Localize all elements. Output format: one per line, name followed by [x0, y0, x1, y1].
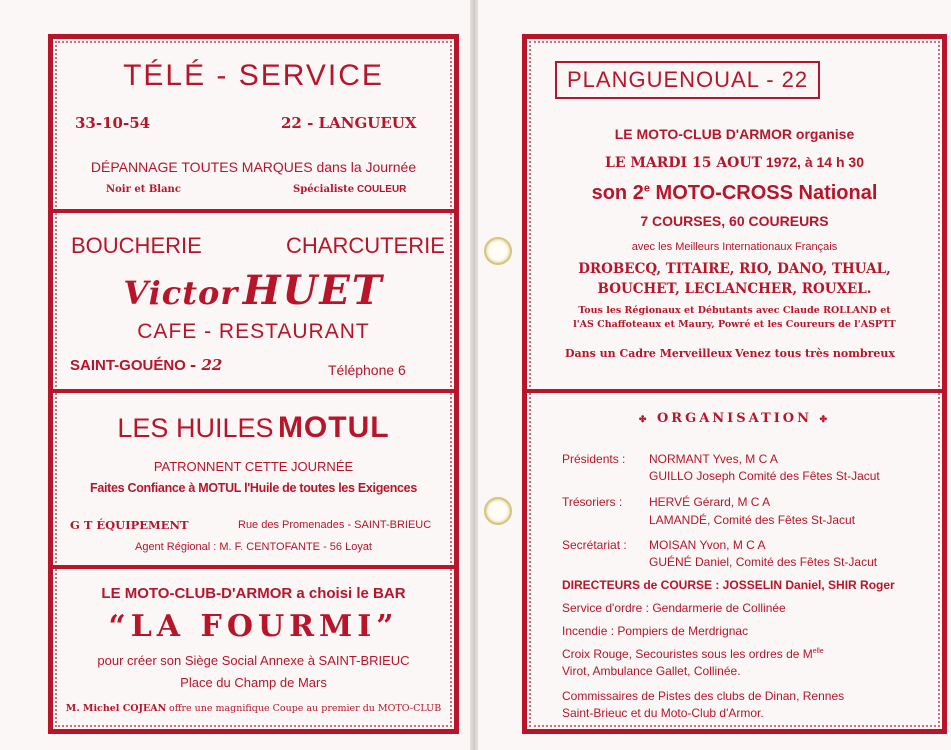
event-location-title: PLANGUENOUAL - 22 — [555, 61, 820, 99]
organisation-ornament-left: ✤ — [638, 415, 650, 425]
event-venez: Venez tous très nombreux — [735, 347, 895, 360]
directeurs: DIRECTEURS de COURSE : JOSSELIN Daniel, SHIR Roger — [562, 578, 895, 592]
tele-city: 22 - LANGUEUX — [281, 114, 417, 132]
tele-specialiste — [293, 184, 406, 195]
tele-service-title: TÉLÉ - SERVICE — [123, 59, 384, 92]
event-internationaux: avec les Meilleurs Internationaux Français — [631, 241, 838, 253]
event-riders-2: BOUCHET, LECLANCHER, ROUXEL. — [597, 281, 872, 297]
huet-cafe: CAFE - RESTAURANT — [137, 320, 370, 343]
motul-prefix: LES HUILES — [117, 413, 274, 443]
left-ad-frame — [48, 34, 459, 734]
event-date-time: 1972, à 14 h 30 — [765, 154, 864, 170]
binding-hole-bottom — [484, 497, 512, 525]
croix-rouge-1 — [562, 647, 824, 661]
tele-specialiste-label: Spécialiste — [293, 184, 355, 195]
huet-place-name: SAINT-GOUÉNO — [70, 357, 186, 374]
commissaires-1: Commissaires de Pistes des clubs de Dinan, Rennes — [562, 689, 845, 703]
tele-phone: 33-10-54 — [75, 114, 151, 132]
huet-tel: Téléphone 6 — [328, 362, 406, 378]
binding-hole-top — [484, 237, 512, 265]
croix-rouge-2: Virot, Ambulance Gallet, Collinée. — [562, 664, 741, 678]
tele-depannage: DÉPANNAGE TOUTES MARQUES dans la Journée — [90, 159, 417, 175]
motul-title — [53, 411, 454, 445]
event-regionaux-2: l'AS Chaffoteaux et Maury, Powré et les Coureurs de l'ASPTT — [573, 319, 896, 330]
tresoriers-label: Trésoriers : — [562, 495, 623, 509]
motul-line1: PATRONNENT CETTE JOURNÉE — [153, 459, 354, 474]
organisation-title-text: ORGANISATION — [656, 411, 812, 426]
organisation-ornament-right: ✤ — [819, 415, 831, 425]
event-line1: LE MOTO-CLUB D'ARMOR organise — [614, 126, 855, 142]
event-riders-1: DROBECQ, TITAIRE, RIO, DANO, THUAL, — [578, 261, 891, 277]
huet-place — [70, 356, 222, 374]
la-fourmi-ad — [53, 569, 454, 734]
right-program-frame — [522, 34, 947, 734]
event-regionaux-1: Tous les Régionaux et Débutants avec Claude ROLLAND et — [578, 305, 891, 316]
bar-cojean: M. Michel COJEAN — [65, 703, 167, 714]
bar-line1: LE MOTO-CLUB-D'ARMOR a choisi le BAR — [101, 585, 406, 602]
presidents-label: Présidents : — [562, 452, 626, 466]
bar-line4 — [53, 703, 454, 714]
motul-agent: Agent Régional : M. F. CENTOFANTE - 56 Loyat — [134, 541, 372, 553]
motul-gt: G T ÉQUIPEMENT — [70, 518, 189, 532]
incendie: Incendie : Pompiers de Merdrignac — [562, 624, 749, 638]
huet-charcuterie: CHARCUTERIE — [286, 233, 445, 258]
president-1: NORMANT Yves, M C A — [649, 452, 778, 466]
organisation-title — [527, 411, 942, 426]
secretariat-label: Secrétariat : — [562, 538, 627, 552]
tresorier-1: HERVÉ Gérard, M C A — [649, 495, 771, 509]
motul-gt-address: Rue des Promenades - SAINT-BRIEUC — [238, 519, 432, 531]
bar-line2: pour créer son Siège Social Annexe à SAINT-BRIEUC — [97, 653, 410, 668]
event-date — [527, 154, 942, 171]
bar-line3: Place du Champ de Mars — [180, 675, 327, 690]
event-edition-sup: e — [643, 182, 650, 195]
secretariat-1: MOISAN Yvon, M C A — [649, 538, 766, 552]
service-ordre: Service d'ordre : Gendarmerie de Collinée — [562, 601, 786, 615]
event-announcement — [527, 39, 942, 389]
croix-rouge-sup: elle — [812, 648, 824, 655]
huet-first-name: Victor — [123, 274, 239, 312]
huet-last-name: HUET — [242, 267, 384, 314]
bar-coupe: offre une magnifique Coupe au premier du MOTO-CLUB — [168, 703, 442, 714]
tele-couleur: COULEUR — [356, 184, 407, 195]
huet-ad — [53, 213, 454, 387]
motul-line2: Faites Confiance à MOTUL l'Huile de toutes les Exigences — [89, 481, 417, 495]
tele-service-ad — [53, 39, 454, 209]
huet-dept: - 22 — [190, 356, 223, 374]
event-edition: son 2 — [591, 182, 644, 204]
president-2: GUILLO Joseph Comité des Fêtes St-Jacut — [649, 469, 880, 483]
croix-rouge-text: Croix Rouge, Secouristes sous les ordres de M — [562, 647, 813, 661]
tresorier-2: LAMANDÉ, Comité des Fêtes St-Jacut — [649, 513, 856, 527]
secretariat-2: GUÉNÉ Daniel, Comité des Fêtes St-Jacut — [649, 555, 878, 569]
commissaires-2: Saint-Brieuc et du Moto-Club d'Armor. — [562, 706, 764, 720]
organisation-section — [527, 393, 942, 729]
motul-brand: MOTUL — [277, 411, 390, 444]
tele-noir-blanc: Noir et Blanc — [106, 184, 181, 195]
event-date-day: LE MARDI 15 AOUT — [605, 155, 763, 171]
event-cross-name: MOTO-CROSS National — [655, 182, 878, 204]
center-fold — [470, 0, 478, 750]
huet-name — [53, 267, 454, 314]
bar-name: “LA FOURMI” — [108, 609, 399, 644]
huet-boucherie: BOUCHERIE — [71, 233, 202, 258]
event-cross-title — [527, 182, 942, 205]
event-courses: 7 COURSES, 60 COUREURS — [640, 213, 829, 229]
motul-ad — [53, 393, 454, 565]
event-cadre: Dans un Cadre Merveilleux — [565, 347, 733, 360]
